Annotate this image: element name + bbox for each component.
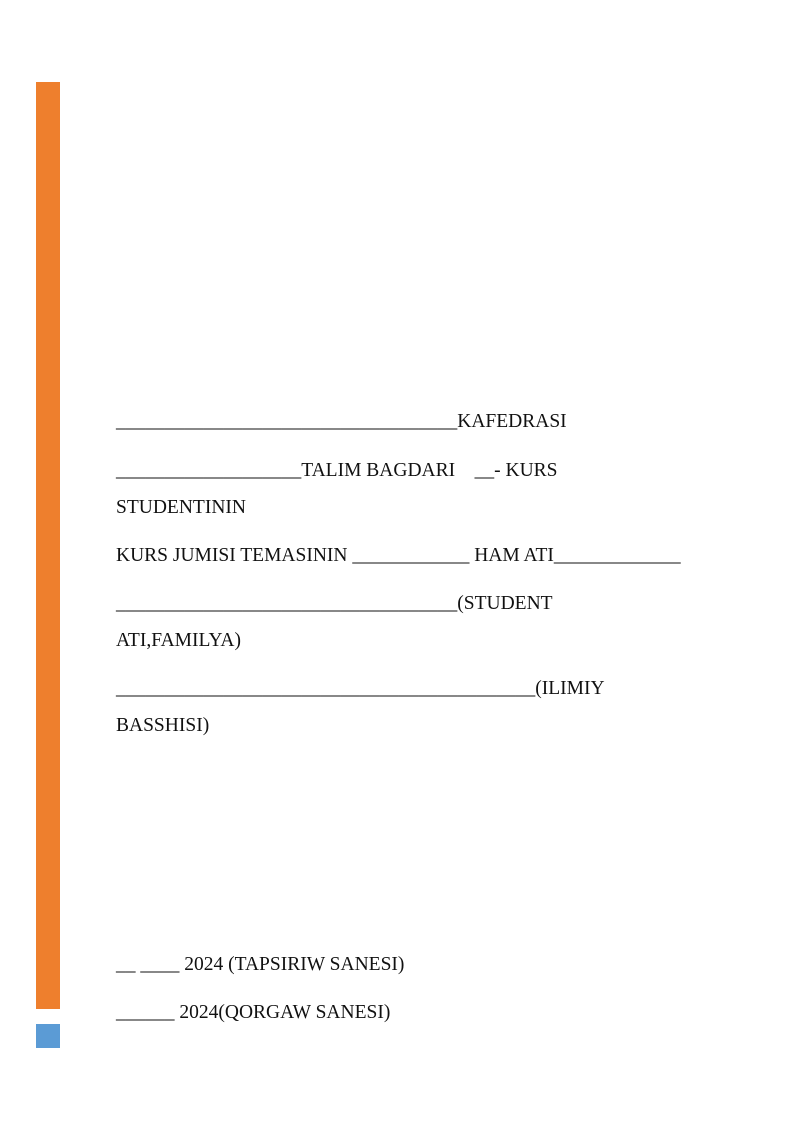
student-line: STUDENTININ: [116, 497, 246, 518]
supervisor-caption: BASSHISI): [116, 715, 210, 736]
student-name-caption: ATI,FAMILYA): [116, 630, 241, 651]
course-work-topic-line: KURS JUMISI TEMASININ ____________ HAM ATI_____________: [116, 545, 681, 566]
defense-date-line: ______ 2024(QORGAW SANESI): [116, 1002, 391, 1023]
student-name-line: ___________________________________(STUDENT: [116, 593, 553, 614]
direction-course-line: ___________________TALIM BAGDARI __- KURS: [116, 460, 558, 481]
supervisor-line: ___________________________________________(ILIMIY: [116, 678, 605, 699]
decorative-orange-bar: [36, 82, 60, 1009]
department-line: ___________________________________KAFEDRASI: [116, 411, 567, 432]
assignment-date-line: __ ____ 2024 (TAPSIRIW SANESI): [116, 954, 405, 975]
decorative-blue-square: [36, 1024, 60, 1048]
